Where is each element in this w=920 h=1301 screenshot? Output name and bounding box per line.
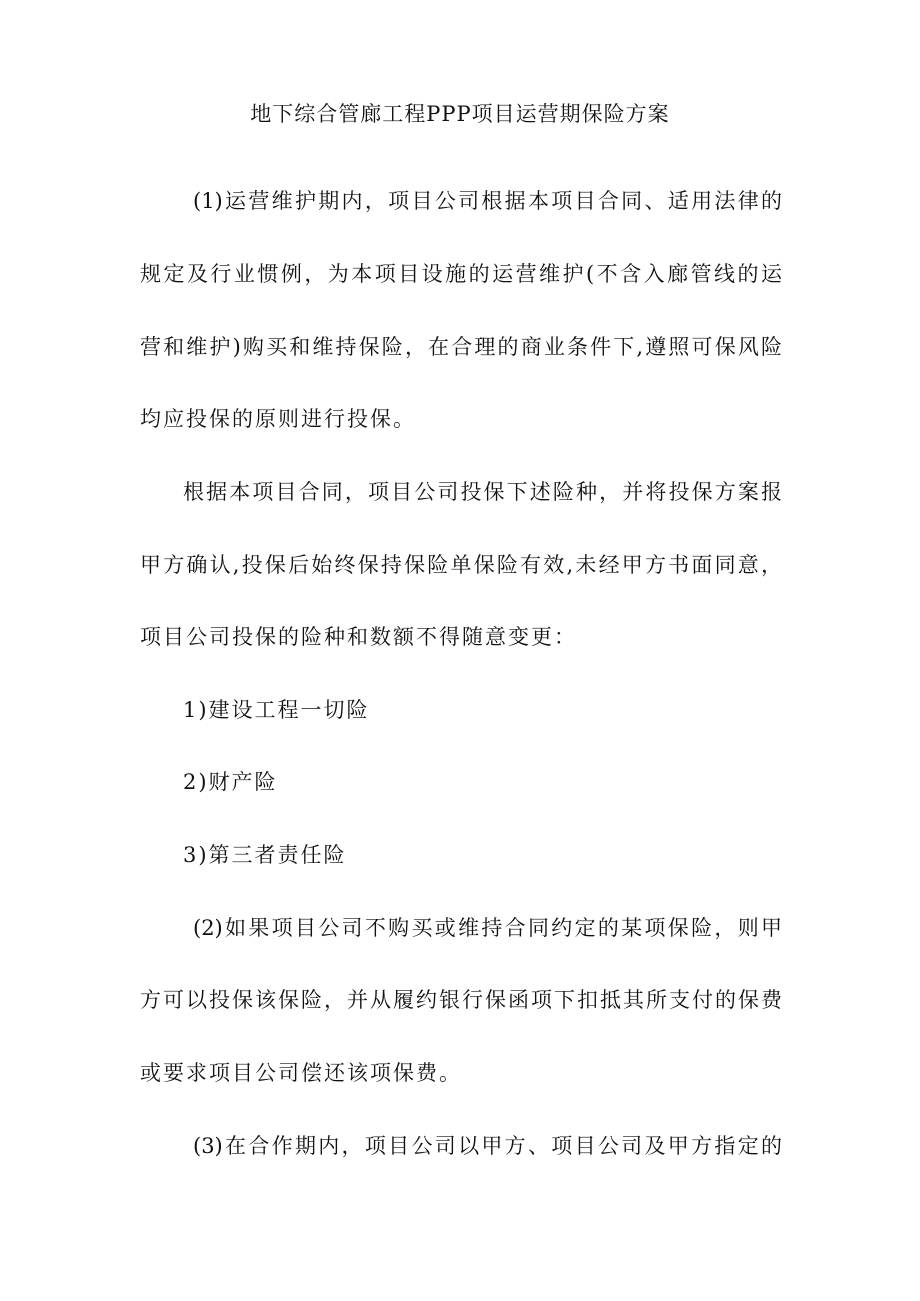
- paragraph-1-line-3: 营和维护)购买和维持保险，在合理的商业条件下,遵照可保风险: [140, 335, 782, 359]
- paragraph-2-line-1: 根据本项目合同，项目公司投保下述险种，并将投保方案报: [183, 480, 782, 504]
- paragraph-2-line-3: 项目公司投保的险种和数额不得随意变更：: [140, 625, 577, 649]
- document-title: 地下综合管廊工程PPP项目运营期保险方案: [250, 102, 670, 126]
- paragraph-2-line-2: 甲方确认,投保后始终保持保险单保险有效,未经甲方书面同意，: [140, 553, 782, 577]
- paragraph-1-line-4: 均应投保的原则进行投保。: [140, 407, 416, 431]
- paragraph-3-line-2: 方可以投保该保险，并从履约银行保函项下扣抵其所支付的保费: [140, 988, 782, 1012]
- list-item: 1)建设工程一切险: [183, 698, 370, 722]
- list-item: 2)财产险: [183, 770, 278, 794]
- paragraph-3-line-3: 或要求项目公司偿还该项保费。: [140, 1061, 462, 1085]
- paragraph-1-line-1: (1)运营维护期内，项目公司根据本项目合同、适用法律的: [193, 189, 782, 213]
- paragraph-3-line-1: (2)如果项目公司不购买或维持合同约定的某项保险，则甲: [193, 916, 782, 940]
- list-item: 3)第三者责任险: [183, 843, 347, 867]
- paragraph-1-line-2: 规定及行业惯例，为本项目设施的运营维护(不含入廊管线的运: [140, 262, 782, 286]
- paragraph-4-line-1: (3)在合作期内，项目公司以甲方、项目公司及甲方指定的: [193, 1134, 782, 1158]
